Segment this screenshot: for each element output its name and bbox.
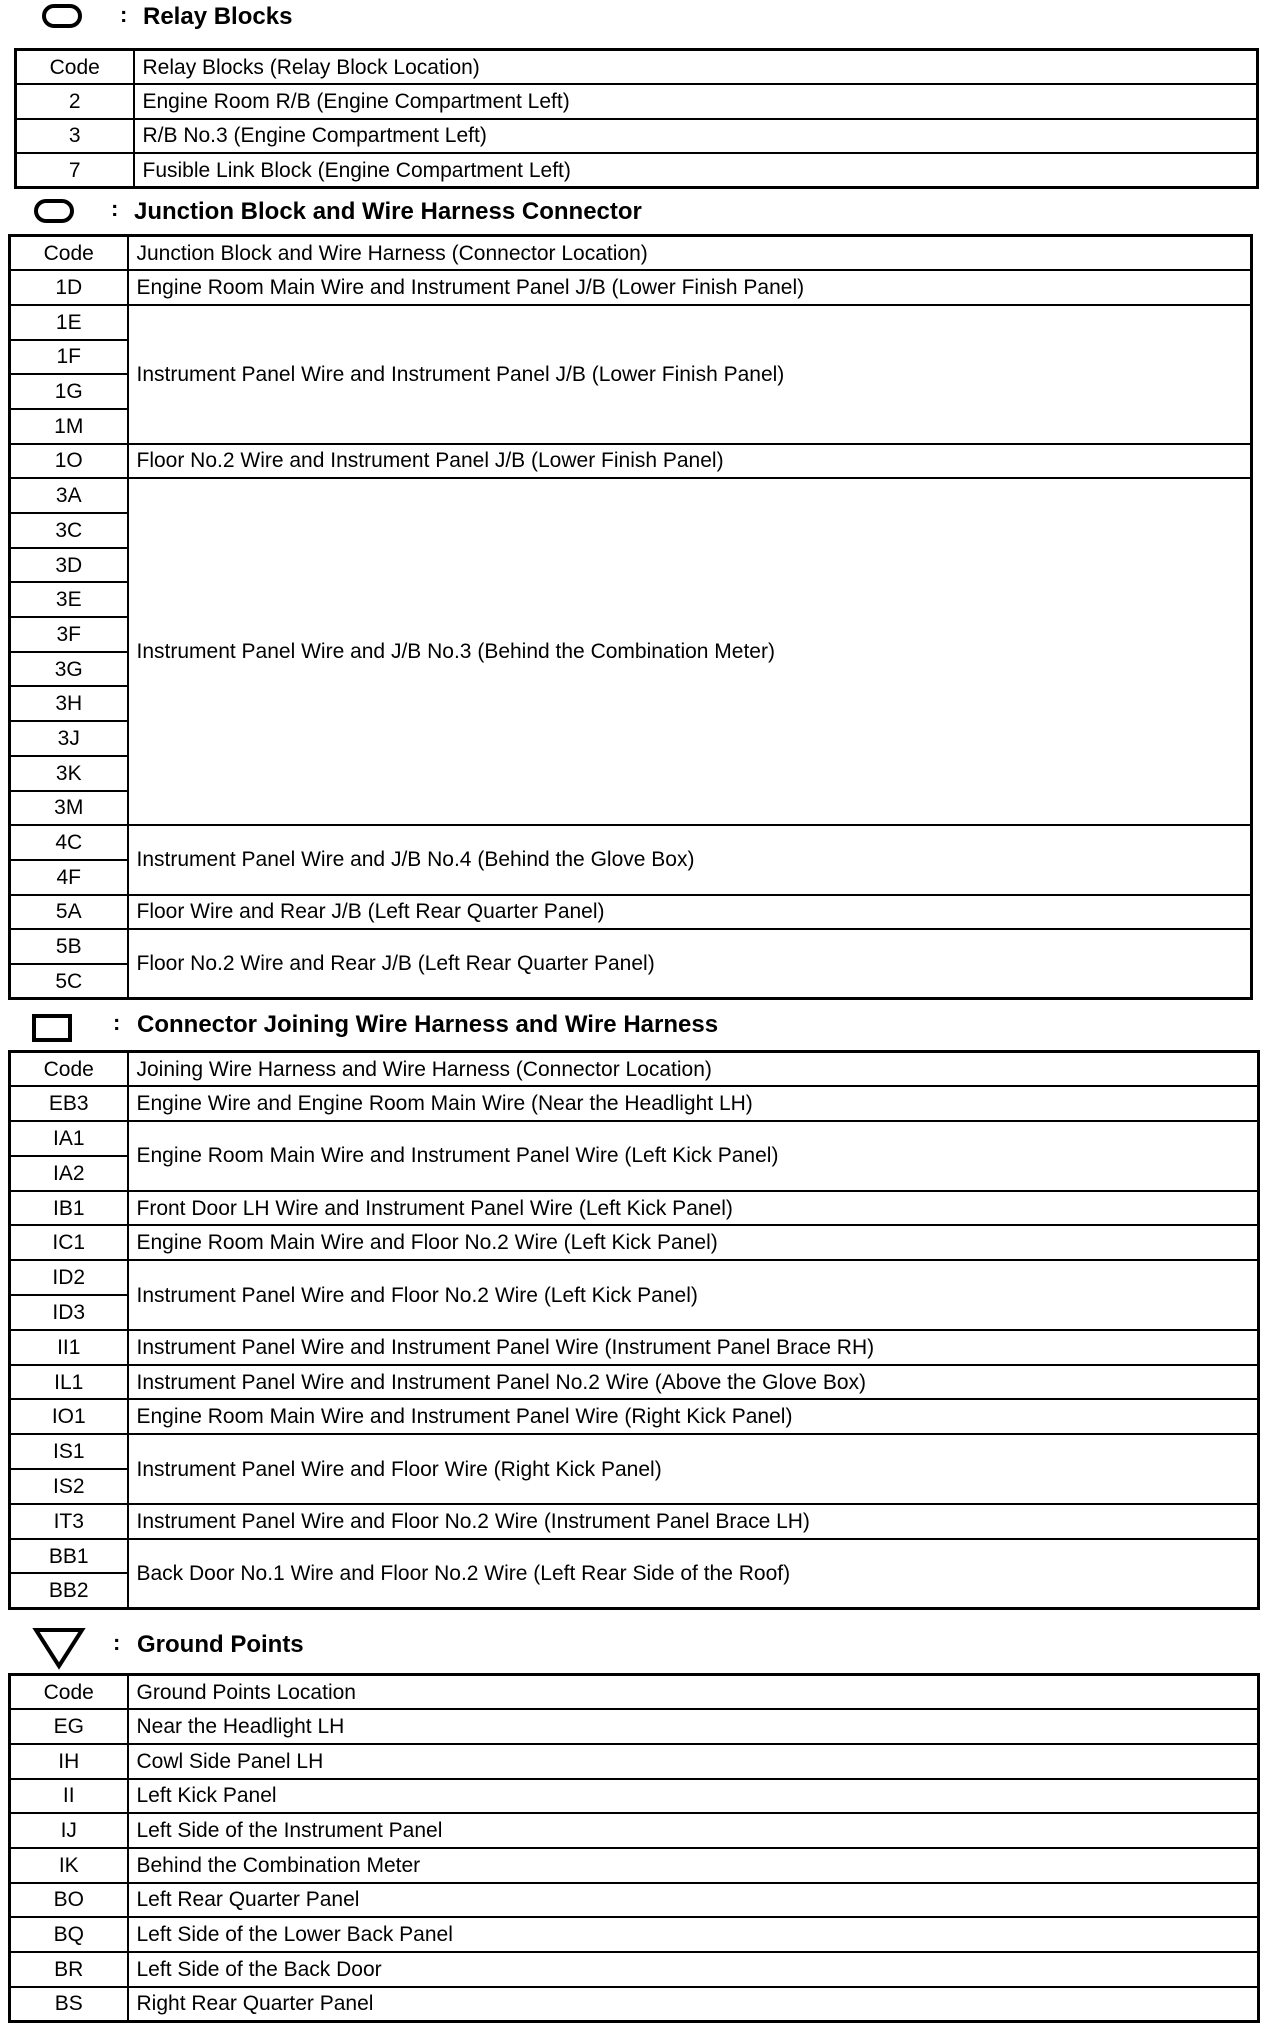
table-row — [10, 478, 1252, 513]
location-cell: Engine Room Main Wire and Floor No.2 Wire (Left Kick Panel) — [128, 1225, 1259, 1260]
table-row — [10, 1709, 1259, 1744]
code-cell: ID3 — [10, 1295, 128, 1330]
location-cell: Instrument Panel Wire and Floor Wire (Right Kick Panel) — [128, 1434, 1259, 1504]
table-row — [10, 1399, 1259, 1434]
code-cell: 4F — [10, 860, 128, 895]
table-row — [10, 270, 1252, 305]
code-cell: BQ — [10, 1917, 128, 1952]
oval-symbol-icon — [42, 4, 82, 28]
location-header: Ground Points Location — [128, 1675, 1259, 1710]
table-row — [16, 84, 1258, 119]
code-cell: EB3 — [10, 1086, 128, 1121]
table-row — [16, 153, 1258, 188]
location-cell: Back Door No.1 Wire and Floor No.2 Wire (Left Rear Side of the Roof) — [128, 1539, 1259, 1609]
code-cell: 3D — [10, 548, 128, 583]
code-cell: IS2 — [10, 1469, 128, 1504]
table-row — [10, 1813, 1259, 1848]
location-header: Junction Block and Wire Harness (Connector Location) — [128, 236, 1252, 271]
relay-blocks-table — [14, 48, 1259, 189]
table-row — [10, 825, 1252, 860]
code-cell: IT3 — [10, 1504, 128, 1539]
table-row — [10, 1365, 1259, 1400]
table-row — [10, 444, 1252, 479]
code-cell: BR — [10, 1952, 128, 1987]
oval-symbol-icon — [34, 199, 74, 223]
location-cell: Engine Room Main Wire and Instrument Panel J/B (Lower Finish Panel) — [128, 270, 1252, 305]
section-title: Junction Block and Wire Harness Connector — [134, 198, 642, 225]
location-cell: Engine Room R/B (Engine Compartment Left) — [134, 84, 1258, 119]
colon: : — [113, 1630, 121, 1655]
code-cell: IJ — [10, 1813, 128, 1848]
rectangle-symbol-icon — [32, 1014, 72, 1042]
code-cell: IK — [10, 1848, 128, 1883]
table-header-row — [10, 236, 1252, 271]
code-cell: 3E — [10, 582, 128, 617]
location-cell: Floor No.2 Wire and Rear J/B (Left Rear Quarter Panel) — [128, 929, 1252, 998]
location-cell: Right Rear Quarter Panel — [128, 1987, 1259, 2022]
code-cell: EG — [10, 1709, 128, 1744]
colon: : — [113, 1010, 121, 1035]
code-cell: 1D — [10, 270, 128, 305]
section-ground-points — [0, 1626, 1264, 2016]
location-header: Relay Blocks (Relay Block Location) — [134, 50, 1258, 85]
location-cell: Behind the Combination Meter — [128, 1848, 1259, 1883]
table-row — [10, 1225, 1259, 1260]
location-cell: Engine Room Main Wire and Instrument Panel Wire (Right Kick Panel) — [128, 1399, 1259, 1434]
connector-joining-table — [8, 1050, 1260, 1610]
location-cell: Floor No.2 Wire and Instrument Panel J/B (Lower Finish Panel) — [128, 444, 1252, 479]
section-header — [0, 1006, 1264, 1052]
table-header-row — [16, 50, 1258, 85]
code-cell: 3A — [10, 478, 128, 513]
table-row — [10, 1121, 1259, 1156]
location-cell: Instrument Panel Wire and Instrument Panel No.2 Wire (Above the Glove Box) — [128, 1365, 1259, 1400]
table-row — [10, 1848, 1259, 1883]
code-cell: 3M — [10, 791, 128, 826]
code-cell: 4C — [10, 825, 128, 860]
code-cell: 3H — [10, 686, 128, 721]
code-cell: 2 — [16, 84, 134, 119]
location-cell: R/B No.3 (Engine Compartment Left) — [134, 119, 1258, 154]
table-row — [16, 119, 1258, 154]
location-cell: Front Door LH Wire and Instrument Panel Wire (Left Kick Panel) — [128, 1191, 1259, 1226]
location-cell: Near the Headlight LH — [128, 1709, 1259, 1744]
code-cell: 3F — [10, 617, 128, 652]
code-cell: 3J — [10, 721, 128, 756]
table-row — [10, 895, 1252, 930]
location-cell: Floor Wire and Rear J/B (Left Rear Quarter Panel) — [128, 895, 1252, 930]
location-cell: Fusible Link Block (Engine Compartment Left) — [134, 153, 1258, 188]
table-row — [10, 1504, 1259, 1539]
code-cell: 3C — [10, 513, 128, 548]
code-cell: 1F — [10, 340, 128, 375]
table-header-row — [10, 1675, 1259, 1710]
code-cell: IA2 — [10, 1156, 128, 1191]
table-row — [10, 1539, 1259, 1574]
location-cell: Instrument Panel Wire and Instrument Panel Wire (Instrument Panel Brace RH) — [128, 1330, 1259, 1365]
code-cell: 5B — [10, 929, 128, 964]
location-cell: Left Side of the Lower Back Panel — [128, 1917, 1259, 1952]
section-junction-block — [0, 194, 1264, 993]
location-cell: Cowl Side Panel LH — [128, 1744, 1259, 1779]
table-row — [10, 1330, 1259, 1365]
code-cell: IC1 — [10, 1225, 128, 1260]
code-cell: 3 — [16, 119, 134, 154]
section-title: Connector Joining Wire Harness and Wire Harness — [137, 1011, 719, 1038]
table-row — [10, 1191, 1259, 1226]
code-cell: 7 — [16, 153, 134, 188]
table-row — [10, 1883, 1259, 1918]
code-cell: BO — [10, 1883, 128, 1918]
code-header: Code — [10, 1052, 128, 1087]
code-cell: 1M — [10, 409, 128, 444]
code-cell: ID2 — [10, 1260, 128, 1295]
location-cell: Instrument Panel Wire and Instrument Panel J/B (Lower Finish Panel) — [128, 305, 1252, 444]
code-cell: IB1 — [10, 1191, 128, 1226]
table-row — [10, 1987, 1259, 2022]
code-cell: BS — [10, 1987, 128, 2022]
section-title: Ground Points — [137, 1631, 304, 1658]
code-cell: IL1 — [10, 1365, 128, 1400]
table-row — [10, 1434, 1259, 1469]
junction-block-table — [8, 234, 1253, 1000]
table-row — [10, 1260, 1259, 1295]
section-relay-blocks — [0, 0, 1264, 182]
colon: : — [120, 2, 128, 27]
location-cell: Engine Wire and Engine Room Main Wire (Near the Headlight LH) — [128, 1086, 1259, 1121]
table-row — [10, 1917, 1259, 1952]
code-cell: 3K — [10, 756, 128, 791]
ground-points-table — [8, 1673, 1260, 2023]
table-row — [10, 1744, 1259, 1779]
location-cell: Left Side of the Back Door — [128, 1952, 1259, 1987]
code-header: Code — [16, 50, 134, 85]
location-cell: Instrument Panel Wire and Floor No.2 Wire (Instrument Panel Brace LH) — [128, 1504, 1259, 1539]
code-cell: BB1 — [10, 1539, 128, 1574]
section-header — [0, 0, 1264, 46]
code-cell: 5A — [10, 895, 128, 930]
table-row — [10, 305, 1252, 340]
table-row — [10, 929, 1252, 964]
section-title: Relay Blocks — [143, 3, 293, 30]
location-cell: Instrument Panel Wire and J/B No.4 (Behind the Glove Box) — [128, 825, 1252, 894]
code-cell: IA1 — [10, 1121, 128, 1156]
code-header: Code — [10, 1675, 128, 1710]
triangle-symbol-icon — [32, 1626, 86, 1670]
table-header-row — [10, 1052, 1259, 1087]
code-cell: 1O — [10, 444, 128, 479]
location-cell: Instrument Panel Wire and J/B No.3 (Behind the Combination Meter) — [128, 478, 1252, 825]
table-row — [10, 1779, 1259, 1814]
location-cell: Engine Room Main Wire and Instrument Panel Wire (Left Kick Panel) — [128, 1121, 1259, 1191]
location-cell: Left Kick Panel — [128, 1779, 1259, 1814]
code-cell: 1G — [10, 374, 128, 409]
location-cell: Left Rear Quarter Panel — [128, 1883, 1259, 1918]
code-cell: II1 — [10, 1330, 128, 1365]
section-header — [0, 1626, 1264, 1672]
code-cell: BB2 — [10, 1573, 128, 1608]
code-cell: IS1 — [10, 1434, 128, 1469]
code-cell: IH — [10, 1744, 128, 1779]
code-cell: II — [10, 1779, 128, 1814]
location-cell: Instrument Panel Wire and Floor No.2 Wire (Left Kick Panel) — [128, 1260, 1259, 1330]
table-row — [10, 1086, 1259, 1121]
section-connector-joining — [0, 1006, 1264, 1603]
code-cell: 5C — [10, 964, 128, 999]
table-row — [10, 1952, 1259, 1987]
code-cell: IO1 — [10, 1399, 128, 1434]
colon: : — [111, 196, 119, 221]
location-cell: Left Side of the Instrument Panel — [128, 1813, 1259, 1848]
code-cell: 1E — [10, 305, 128, 340]
code-header: Code — [10, 236, 128, 271]
code-cell: 3G — [10, 652, 128, 687]
location-header: Joining Wire Harness and Wire Harness (Connector Location) — [128, 1052, 1259, 1087]
